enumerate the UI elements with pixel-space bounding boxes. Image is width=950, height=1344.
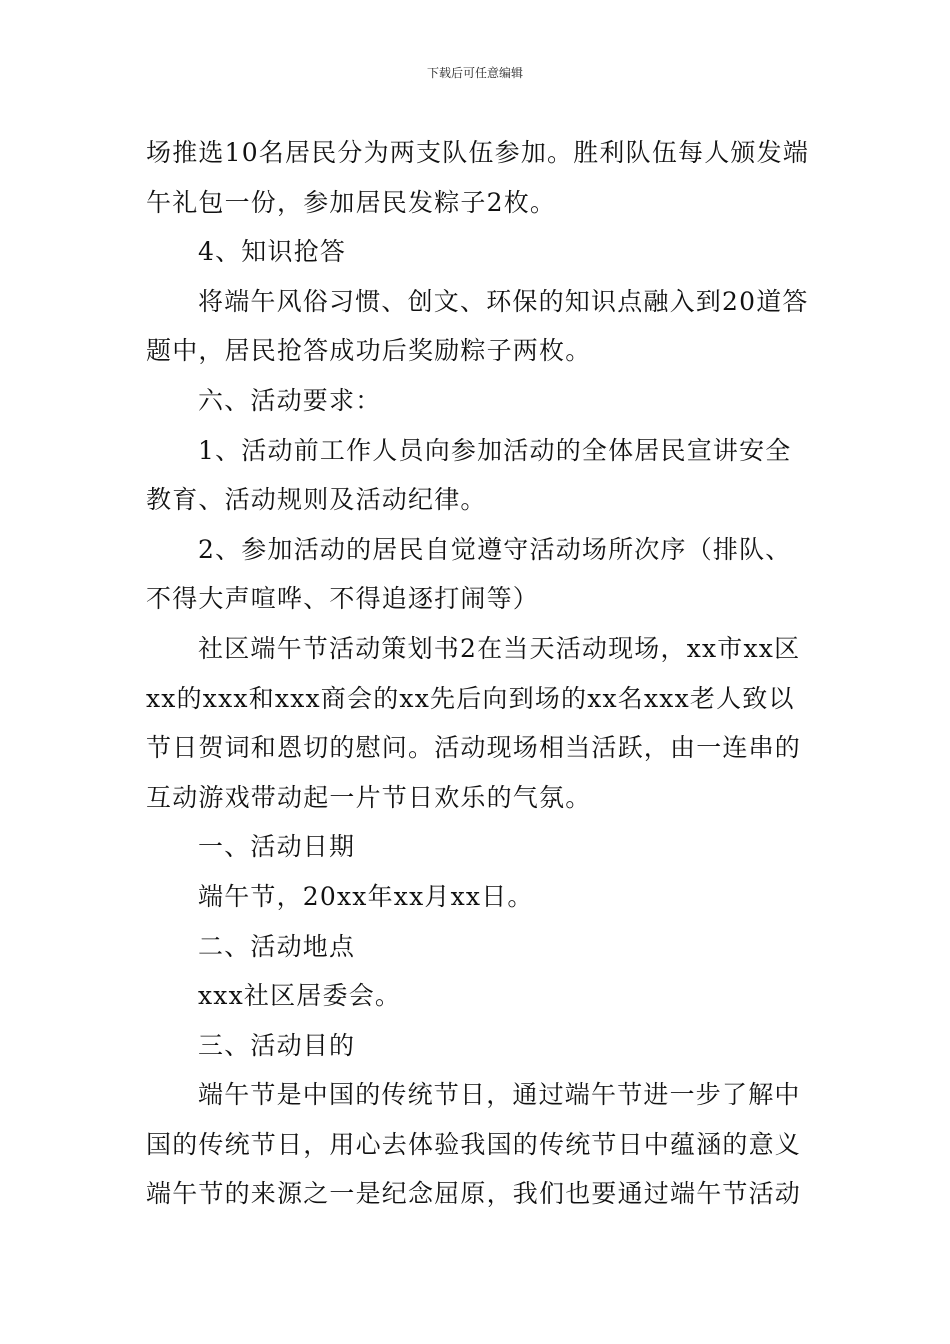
paragraph: 端午节是中国的传统节日，通过端午节进一步了解中国的传统节日，用心去体验我国的传统节日中蕴涵的意义端午节的来源之一是纪念屈原，我们也要通过端午节活动 <box>146 1080 802 1209</box>
paragraph: 端午节，20xx年xx月xx日。 <box>198 881 534 911</box>
paragraph: xxx社区居委会。 <box>198 981 402 1011</box>
paragraph: 三、活动目的 <box>198 1030 356 1060</box>
paragraph: 二、活动地点 <box>198 931 356 961</box>
paragraph: 社区端午节活动策划书2在当天活动现场，xx市xx区xx的xxx和xxx商会的xx先后向到场的xx名xxx老人致以节日贺词和恩切的慰问。活动现场相当活跃，由一连串的互动游戏带动起一片节日欢乐的气氛。 <box>146 633 802 812</box>
paragraph: 4、知识抢答 <box>198 237 347 267</box>
paragraph: 将端午风俗习惯、创文、环保的知识点融入到20道答题中，居民抢答成功后奖励粽子两枚。 <box>146 286 809 366</box>
paragraph: 1、活动前工作人员向参加活动的全体居民宣讲安全教育、活动规则及活动纪律。 <box>146 435 792 515</box>
paragraph: 一、活动日期 <box>198 832 356 862</box>
document-body <box>146 128 812 1219</box>
paragraph: 场推选10名居民分为两支队伍参加。胜利队伍每人颁发端午礼包一份，参加居民发粽子2枚。 <box>146 138 810 217</box>
paragraph: 六、活动要求： <box>198 385 382 415</box>
paragraph: 2、参加活动的居民自觉遵守活动场所次序（排队、不得大声喧哗、不得追逐打闹等） <box>146 534 792 614</box>
page-header: 下载后可任意编辑 <box>426 66 523 80</box>
